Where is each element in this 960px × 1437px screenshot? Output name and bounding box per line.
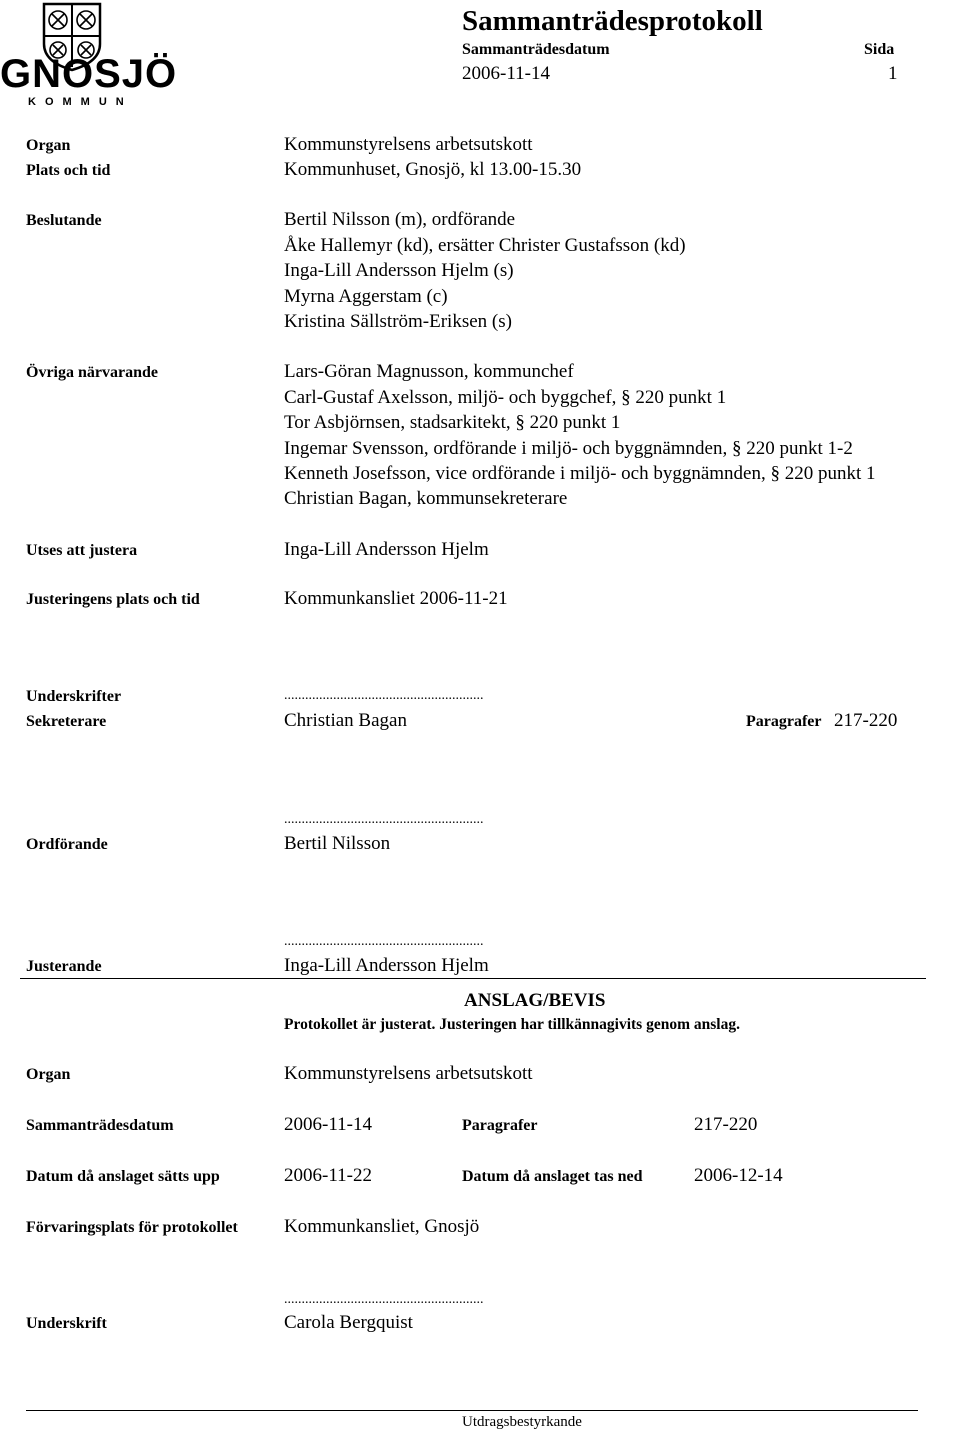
document-title: Sammanträdesprotokoll bbox=[462, 5, 763, 37]
attendee: Carl-Gustaf Axelsson, miljö- och byggchef, § 220 punkt 1 bbox=[284, 387, 727, 408]
header-page-number: 1 bbox=[888, 63, 898, 84]
header-page-label: Sida bbox=[864, 41, 895, 58]
organ-value: Kommunstyrelsens arbetsutskott bbox=[284, 134, 533, 155]
notice-paragraphs-label: Paragrafer bbox=[462, 1117, 538, 1134]
signature-line: ......................................................... bbox=[284, 688, 484, 703]
removed-label: Datum då anslaget tas ned bbox=[462, 1168, 643, 1185]
paragraphs-label: Paragrafer bbox=[746, 713, 822, 730]
adjuster-signature-label: Justerande bbox=[26, 958, 102, 975]
secretary-name: Christian Bagan bbox=[284, 710, 407, 731]
deciding-member: Kristina Sällström-Eriksen (s) bbox=[284, 311, 512, 332]
signer-name: Carola Bergquist bbox=[284, 1312, 413, 1333]
place-label: Plats och tid bbox=[26, 162, 111, 179]
logo-subtitle: KOMMUN bbox=[28, 96, 133, 108]
attendee: Kenneth Josefsson, vice ordförande i miljö- och byggnämnden, § 220 punkt 1 bbox=[284, 463, 876, 484]
signature-line: ......................................................... bbox=[284, 812, 484, 827]
section-divider bbox=[20, 978, 926, 979]
chair-name: Bertil Nilsson bbox=[284, 833, 391, 854]
attendee: Lars-Göran Magnusson, kommunchef bbox=[284, 361, 574, 382]
header-date: 2006-11-14 bbox=[462, 63, 550, 84]
notice-statement: Protokollet är justerat. Justeringen har tillkännagivits genom anslag. bbox=[284, 1016, 740, 1033]
notice-organ-value: Kommunstyrelsens arbetsutskott bbox=[284, 1063, 533, 1084]
footer-divider bbox=[26, 1410, 918, 1411]
deciding-member: Bertil Nilsson (m), ordförande bbox=[284, 209, 516, 230]
others-label: Övriga närvarande bbox=[26, 364, 158, 381]
notice-heading: ANSLAG/BEVIS bbox=[464, 990, 606, 1011]
adjuster-label: Utses att justera bbox=[26, 542, 138, 559]
signatures-heading: Underskrifter bbox=[26, 688, 122, 705]
notice-paragraphs-value: 217-220 bbox=[694, 1114, 758, 1135]
header-date-label: Sammanträdesdatum bbox=[462, 41, 610, 58]
paragraphs-value: 217-220 bbox=[834, 710, 898, 731]
removed-value: 2006-12-14 bbox=[694, 1165, 783, 1186]
adjuster-signature-name: Inga-Lill Andersson Hjelm bbox=[284, 955, 489, 976]
signature-label: Underskrift bbox=[26, 1315, 107, 1332]
notice-organ-label: Organ bbox=[26, 1066, 71, 1083]
signature-line: ......................................................... bbox=[284, 1292, 484, 1307]
attendee: Tor Asbjörnsen, stadsarkitekt, § 220 punkt 1 bbox=[284, 412, 621, 433]
storage-value: Kommunkansliet, Gnosjö bbox=[284, 1216, 480, 1237]
adjuster-value: Inga-Lill Andersson Hjelm bbox=[284, 539, 489, 560]
notice-date-label: Sammanträdesdatum bbox=[26, 1117, 174, 1134]
signature-line: ......................................................... bbox=[284, 934, 484, 949]
deciding-label: Beslutande bbox=[26, 212, 102, 229]
notice-date-value: 2006-11-14 bbox=[284, 1114, 372, 1135]
storage-label: Förvaringsplats för protokollet bbox=[26, 1219, 238, 1236]
chair-label: Ordförande bbox=[26, 836, 108, 853]
footer-label: Utdragsbestyrkande bbox=[462, 1414, 582, 1430]
deciding-member: Inga-Lill Andersson Hjelm (s) bbox=[284, 260, 514, 281]
organ-label: Organ bbox=[26, 137, 71, 154]
attendee: Christian Bagan, kommunsekreterare bbox=[284, 488, 568, 509]
adjust-place-value: Kommunkansliet 2006-11-21 bbox=[284, 588, 508, 609]
place-value: Kommunhuset, Gnosjö, kl 13.00-15.30 bbox=[284, 159, 582, 180]
posted-label: Datum då anslaget sätts upp bbox=[26, 1168, 220, 1185]
secretary-label: Sekreterare bbox=[26, 713, 107, 730]
logo-wordmark: GNOSJÖ bbox=[0, 52, 178, 96]
attendee: Ingemar Svensson, ordförande i miljö- och byggnämnden, § 220 punkt 1-2 bbox=[284, 438, 853, 459]
deciding-member: Åke Hallemyr (kd), ersätter Christer Gustafsson (kd) bbox=[284, 235, 686, 256]
municipality-logo bbox=[0, 0, 178, 112]
deciding-member: Myrna Aggerstam (c) bbox=[284, 286, 448, 307]
posted-value: 2006-11-22 bbox=[284, 1165, 372, 1186]
adjust-place-label: Justeringens plats och tid bbox=[26, 591, 200, 608]
